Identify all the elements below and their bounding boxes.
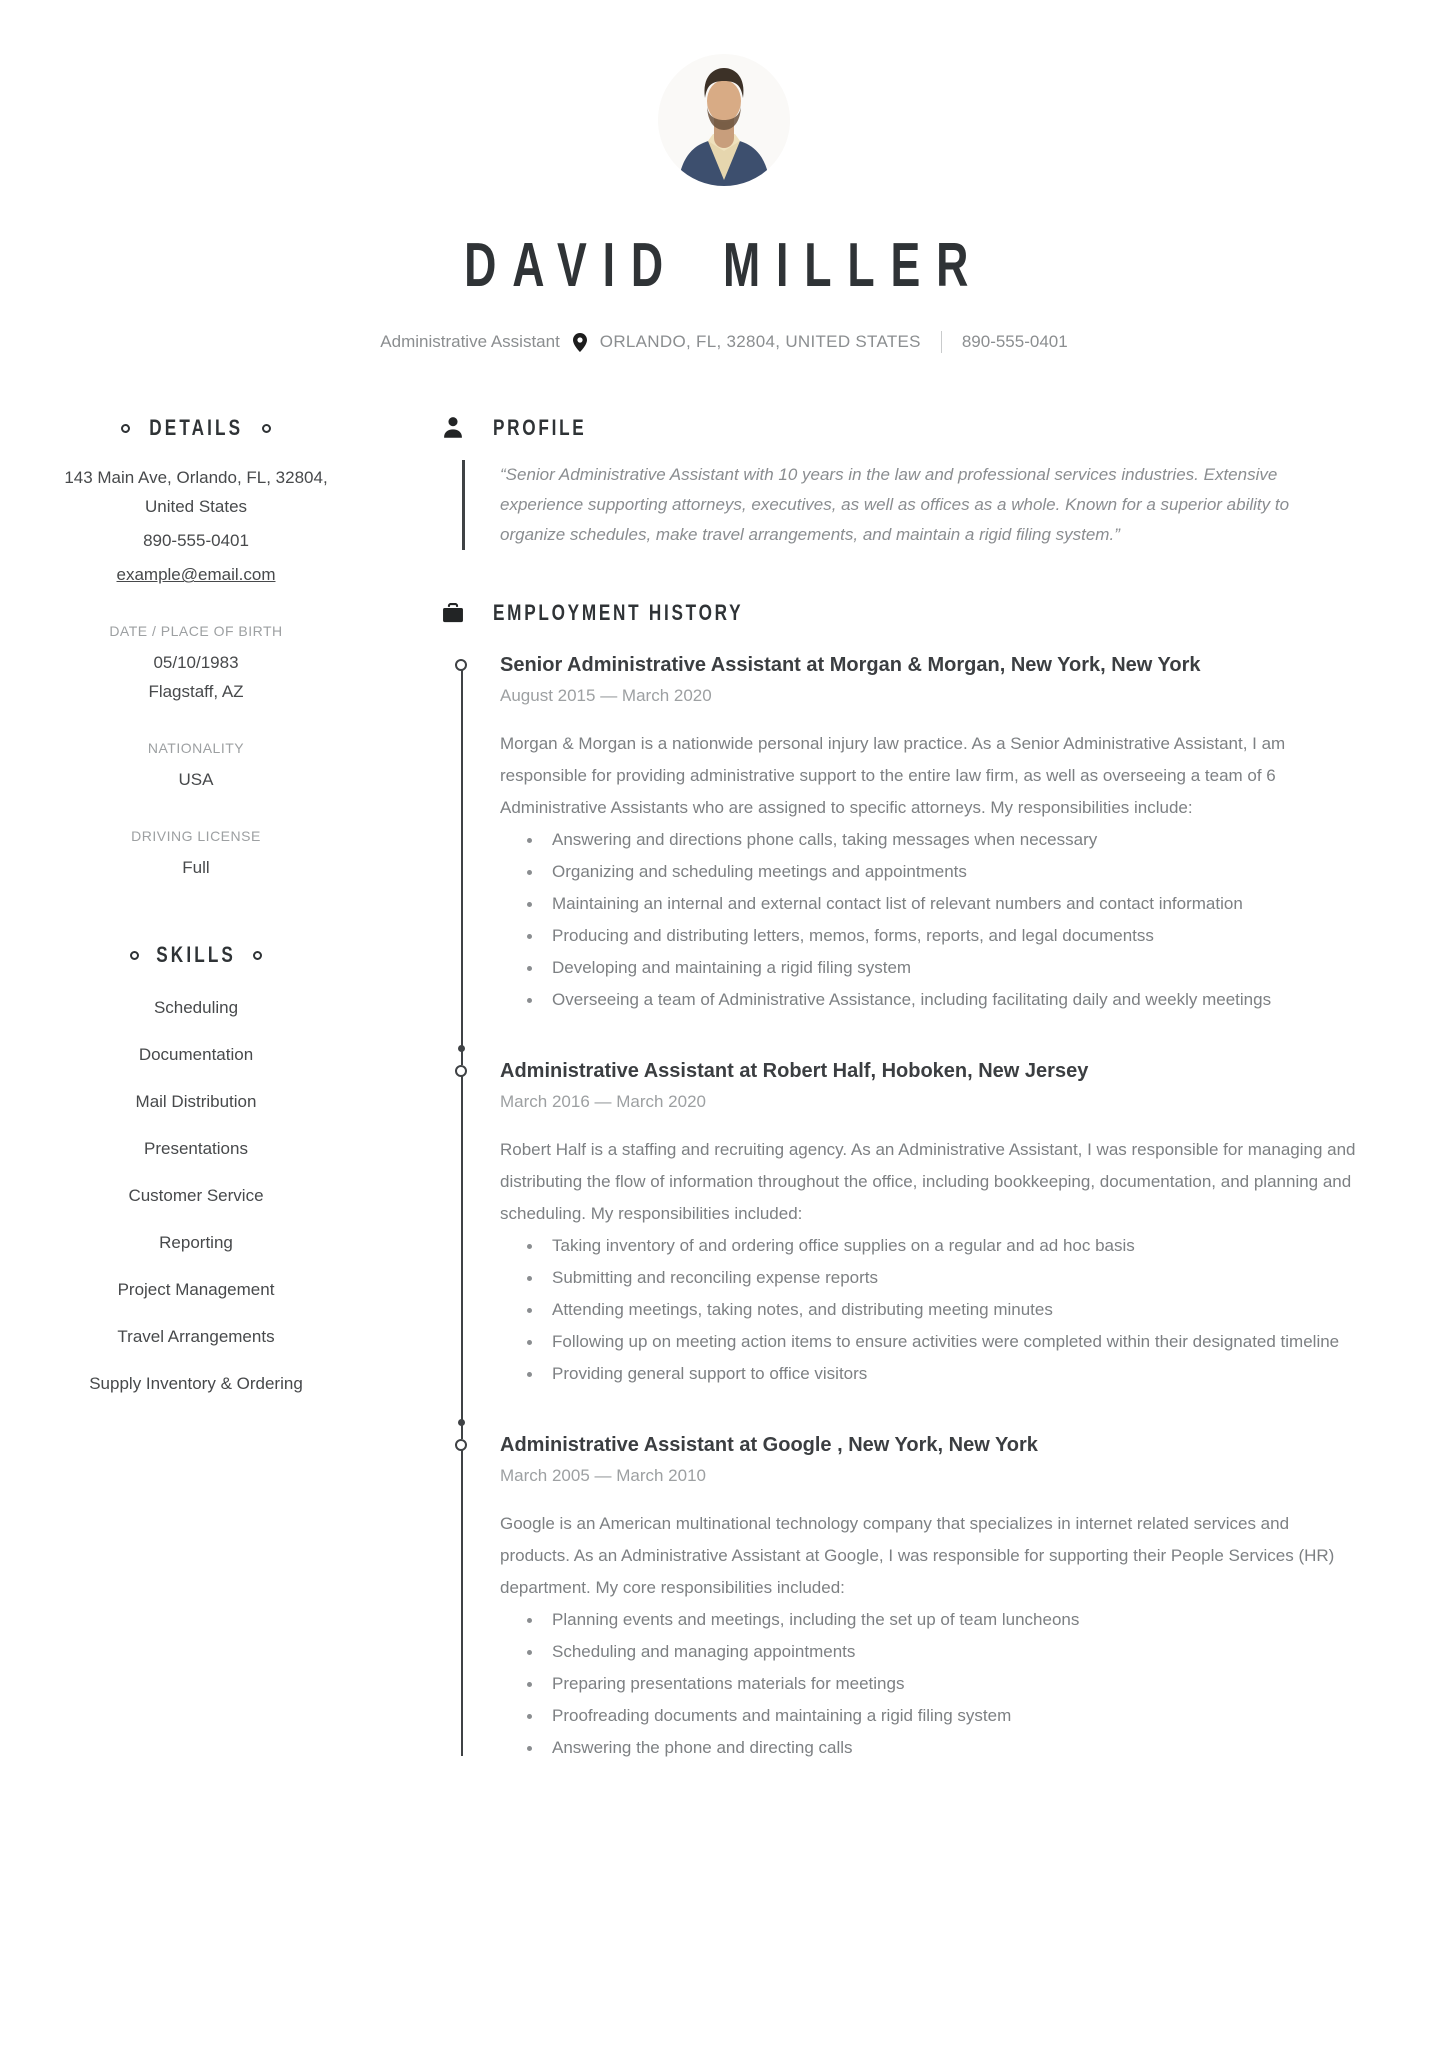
- ring-icon: [253, 951, 262, 960]
- skill-item: Customer Service: [128, 1186, 264, 1206]
- job-bullet: Proofreading documents and maintaining a rigid filing system: [552, 1700, 1358, 1732]
- nationality-value: USA: [178, 770, 214, 790]
- job-bullet: Attending meetings, taking notes, and distributing meeting minutes: [552, 1294, 1358, 1326]
- avatar-photo: [658, 54, 790, 186]
- job-bullet-list: [500, 1604, 1358, 1764]
- job-dates: August 2015 — March 2020: [500, 686, 712, 706]
- job-summary: Robert Half is a staffing and recruiting agency. As an Administrative Assistant, I was responsible for managing and distributing the flow of information throughout the office, including bookkeeping, documentation, and planning and scheduling. My responsibilities included:: [500, 1140, 1356, 1224]
- birth-date: 05/10/1983: [153, 653, 239, 673]
- email-link[interactable]: example@email.com: [116, 565, 276, 585]
- main-column: [440, 415, 1448, 1770]
- skill-item: Supply Inventory & Ordering: [89, 1374, 303, 1394]
- details-section-title: DETAILS: [40, 415, 352, 441]
- ring-icon: [262, 424, 271, 433]
- contact-row: [0, 331, 1448, 353]
- job-title: Senior Administrative Assistant at Morgan & Morgan, New York, New York: [500, 654, 1201, 677]
- job-bullet: Following up on meeting action items to ensure activities were completed within their designated timeline: [552, 1326, 1358, 1358]
- briefcase-icon: [440, 600, 466, 626]
- job-bullet: Preparing presentations materials for meetings: [552, 1668, 1358, 1700]
- skill-item: Mail Distribution: [135, 1092, 257, 1112]
- job-bullet: Developing and maintaining a rigid filing system: [552, 952, 1358, 984]
- job-bullet: Scheduling and managing appointments: [552, 1636, 1358, 1668]
- job-bullet: Planning events and meetings, including the set up of team luncheons: [552, 1604, 1358, 1636]
- skills-section-title: SKILLS: [40, 942, 352, 968]
- address-line-1: 143 Main Ave, Orlando, FL, 32804,: [64, 468, 328, 488]
- skill-item: Documentation: [138, 1045, 254, 1065]
- profile-section-title: PROFILE: [493, 415, 587, 441]
- driving-license-label: DRIVING LICENSE: [131, 828, 261, 845]
- job-dates: March 2016 — March 2020: [500, 1092, 706, 1112]
- job-bullet: Taking inventory of and ordering office supplies on a regular and ad hoc basis: [552, 1230, 1358, 1262]
- job-summary: Google is an American multinational technology company that specializes in internet related services and products. As an Administrative Assistant at Google, I was responsible for supporting their People Services (HR) department. My core responsibilities included:: [500, 1514, 1335, 1598]
- sidebar-phone: 890-555-0401: [143, 531, 249, 551]
- job-bullet-list: [500, 1230, 1358, 1390]
- job-dates: March 2005 — March 2010: [500, 1466, 706, 1486]
- skills-list: [40, 998, 352, 1394]
- contact-location: ORLANDO, FL, 32804, UNITED STATES: [599, 332, 921, 352]
- employment-section: [440, 600, 1358, 1770]
- profile-section: [440, 415, 1358, 549]
- birth-place: Flagstaff, AZ: [148, 682, 244, 702]
- resume-header: [0, 0, 1448, 353]
- skill-item: Project Management: [117, 1280, 275, 1300]
- page-title: DAVID MILLER: [463, 231, 985, 300]
- job-bullet: Producing and distributing letters, memos, forms, reports, and legal documentss: [552, 920, 1358, 952]
- location-pin-icon: [573, 333, 587, 352]
- skill-item: Travel Arrangements: [117, 1327, 275, 1347]
- ring-icon: [130, 951, 139, 960]
- job-entry: [440, 1058, 1358, 1432]
- address-line-2: United States: [144, 497, 248, 517]
- skill-item: Reporting: [159, 1233, 233, 1253]
- contact-separator: [941, 331, 942, 353]
- nationality-label: NATIONALITY: [147, 740, 245, 757]
- profile-quote: “Senior Administrative Assistant with 10 years in the law and professional services industries. Extensive experience supporting attorneys, executives, as well as offices as a whole. Known for a superior ability to organize schedules, make travel arrangements, and maintain a rigid filing system.”: [462, 460, 1358, 550]
- job-title: Administrative Assistant at Robert Half, Hoboken, New Jersey: [500, 1060, 1089, 1083]
- timeline-dot-icon: [458, 1419, 465, 1426]
- job-bullet: Overseeing a team of Administrative Assistance, including facilitating daily and weekly meetings: [552, 984, 1358, 1016]
- job-bullet: Answering the phone and directing calls: [552, 1732, 1358, 1764]
- job-entry: [440, 652, 1358, 1058]
- avatar-illustration: [658, 54, 790, 186]
- job-bullet: Answering and directions phone calls, taking messages when necessary: [552, 824, 1358, 856]
- employment-section-title: EMPLOYMENT HISTORY: [493, 599, 744, 625]
- skill-item: Presentations: [144, 1139, 248, 1159]
- timeline-dot-icon: [458, 1045, 465, 1052]
- job-bullet: Submitting and reconciling expense reports: [552, 1262, 1358, 1294]
- contact-job-title: Administrative Assistant: [380, 332, 560, 352]
- contact-phone: 890-555-0401: [961, 332, 1068, 352]
- skill-item: Scheduling: [153, 998, 239, 1018]
- job-entry: [440, 1432, 1358, 1770]
- birth-label: DATE / PLACE OF BIRTH: [109, 623, 283, 640]
- job-summary: Morgan & Morgan is a nationwide personal injury law practice. As a Senior Administrative Assistant, I am responsible for providing administrative support to the entire law firm, as well as overseeing a team of 6 Administrative Assistants who are assigned to specific attorneys. My responsibilities include:: [500, 734, 1286, 818]
- ring-icon: [121, 424, 130, 433]
- job-bullet: Providing general support to office visitors: [552, 1358, 1358, 1390]
- job-title: Administrative Assistant at Google , New York, New York: [500, 1434, 1038, 1457]
- driving-license-value: Full: [182, 858, 210, 878]
- sidebar: [40, 415, 352, 1421]
- person-icon: [440, 415, 466, 441]
- job-bullet: Organizing and scheduling meetings and appointments: [552, 856, 1358, 888]
- employment-timeline: [440, 652, 1358, 1770]
- job-bullet: Maintaining an internal and external contact list of relevant numbers and contact information: [552, 888, 1358, 920]
- job-bullet-list: [500, 824, 1358, 1016]
